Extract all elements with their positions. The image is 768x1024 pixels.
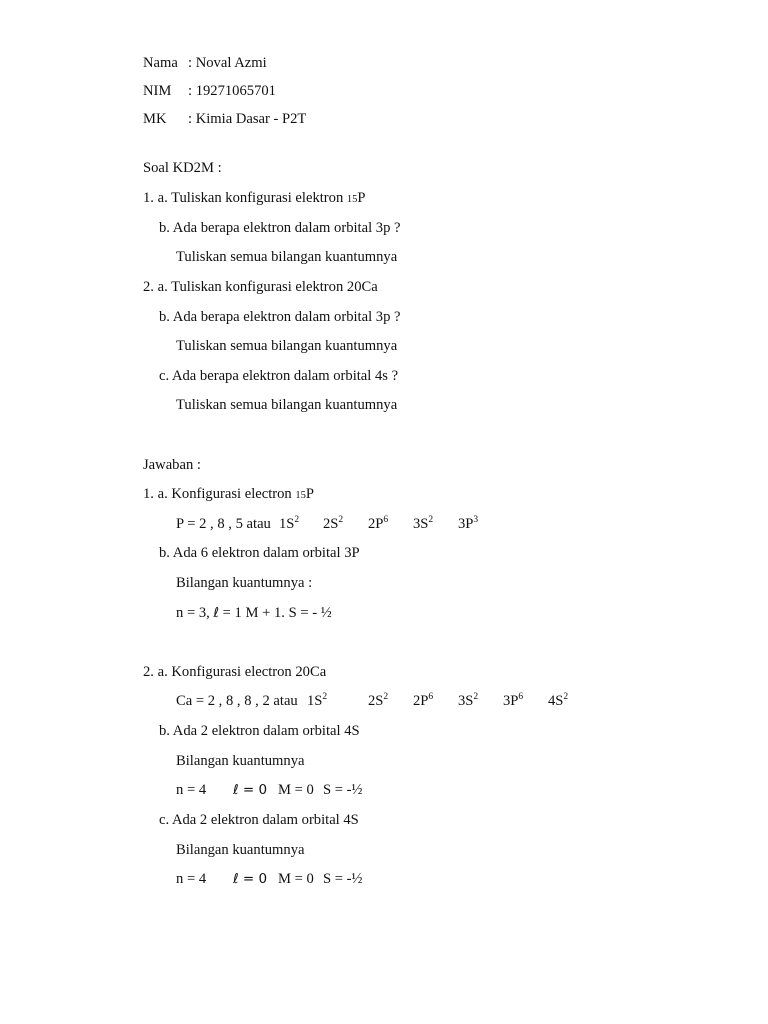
- answer-1b-label: Bilangan kuantumnya :: [176, 575, 313, 591]
- jawaban-title: Jawaban :: [143, 457, 201, 473]
- question-1b-note: Tuliskan semua bilangan kuantumnya: [176, 249, 398, 265]
- question-2b-note: Tuliskan semua bilangan kuantumnya: [176, 338, 398, 354]
- answer-1a-element: P: [305, 486, 314, 502]
- question-2b: b. Ada berapa elektron dalam orbital 3p ?: [159, 309, 401, 325]
- answer-2a-config-prefix: Ca = 2 , 8 , 8 , 2 atau: [176, 693, 298, 709]
- answer-2c-label: Bilangan kuantumnya: [176, 842, 305, 858]
- answer-2c-n: n = 4: [176, 871, 207, 887]
- question-1a-text: 1. a. Tuliskan konfigurasi elektron: [143, 190, 347, 206]
- nim-line: [143, 84, 276, 99]
- nama-label: Nama: [143, 55, 178, 71]
- answer-1a: [143, 487, 314, 502]
- answer-2a-orbital: $4S^2$: [548, 692, 569, 709]
- mk-line: [143, 112, 306, 127]
- ell-symbol: ℓ: [233, 871, 239, 887]
- mk-label: MK: [143, 111, 167, 127]
- ell-symbol: ℓ: [233, 782, 239, 798]
- question-2c-note: Tuliskan semua bilangan kuantumnya: [176, 397, 398, 413]
- answer-1a-text: 1. a. Konfigurasi electron: [143, 486, 296, 502]
- answer-1a-orbital: $2S^2$: [323, 515, 344, 532]
- question-1b: b. Ada berapa elektron dalam orbital 3p ?: [159, 220, 401, 236]
- answer-2c-l: ℓ = 0: [233, 871, 268, 887]
- answer-2a-orbital: $2S^2$: [368, 692, 389, 709]
- answer-2c: c. Ada 2 elektron dalam orbital 4S: [159, 812, 359, 828]
- question-2a: 2. a. Tuliskan konfigurasi elektron 20Ca: [143, 279, 378, 295]
- answer-1b-quantum-numbers: n = 3, ℓ = 1 M + 1. S = - ½: [176, 605, 332, 621]
- answer-1a-config-prefix: P = 2 , 8 , 5 atau: [176, 516, 271, 532]
- answer-2a-orbital: $1S^2$: [307, 692, 328, 709]
- nim-value: : 19271065701: [188, 83, 276, 99]
- nama-value: : Noval Azmi: [188, 55, 267, 71]
- question-2c: c. Ada berapa elektron dalam orbital 4s ?: [159, 368, 399, 384]
- answer-2b-m: M = 0: [278, 782, 314, 798]
- answer-2a-orbital: $2P^6$: [413, 692, 434, 709]
- answer-1a-atomic-number: 15: [295, 490, 306, 501]
- answer-1a-orbital: $1S^2$: [279, 515, 300, 532]
- answer-1a-orbital: $2P^6$: [368, 515, 389, 532]
- answer-2c-s: S = -½: [323, 871, 363, 887]
- answer-2b-l: ℓ = 0: [233, 782, 268, 798]
- question-1a: [143, 191, 366, 206]
- answer-2a-orbital: $3S^2$: [458, 692, 479, 709]
- answer-2b: b. Ada 2 elektron dalam orbital 4S: [159, 723, 360, 739]
- answer-2b-n: n = 4: [176, 782, 207, 798]
- answer-2b-label: Bilangan kuantumnya: [176, 753, 305, 769]
- soal-title: Soal KD2M :: [143, 160, 222, 176]
- answer-1b: b. Ada 6 elektron dalam orbital 3P: [159, 545, 360, 561]
- question-1a-atomic-number: 15: [346, 194, 358, 205]
- question-1a-element: P: [357, 190, 366, 206]
- answer-2a-orbital: $3P^6$: [503, 692, 524, 709]
- answer-2c-m: M = 0: [278, 871, 314, 887]
- answer-2a: 2. a. Konfigurasi electron 20Ca: [143, 664, 327, 680]
- mk-value: : Kimia Dasar - P2T: [188, 111, 307, 127]
- nim-label: NIM: [143, 83, 172, 99]
- answer-1a-orbital: $3P^3$: [458, 515, 479, 532]
- answer-2b-s: S = -½: [323, 782, 363, 798]
- answer-1a-orbital: $3S^2$: [413, 515, 434, 532]
- nama-line: [143, 56, 267, 71]
- ell-symbol: ℓ: [213, 605, 219, 621]
